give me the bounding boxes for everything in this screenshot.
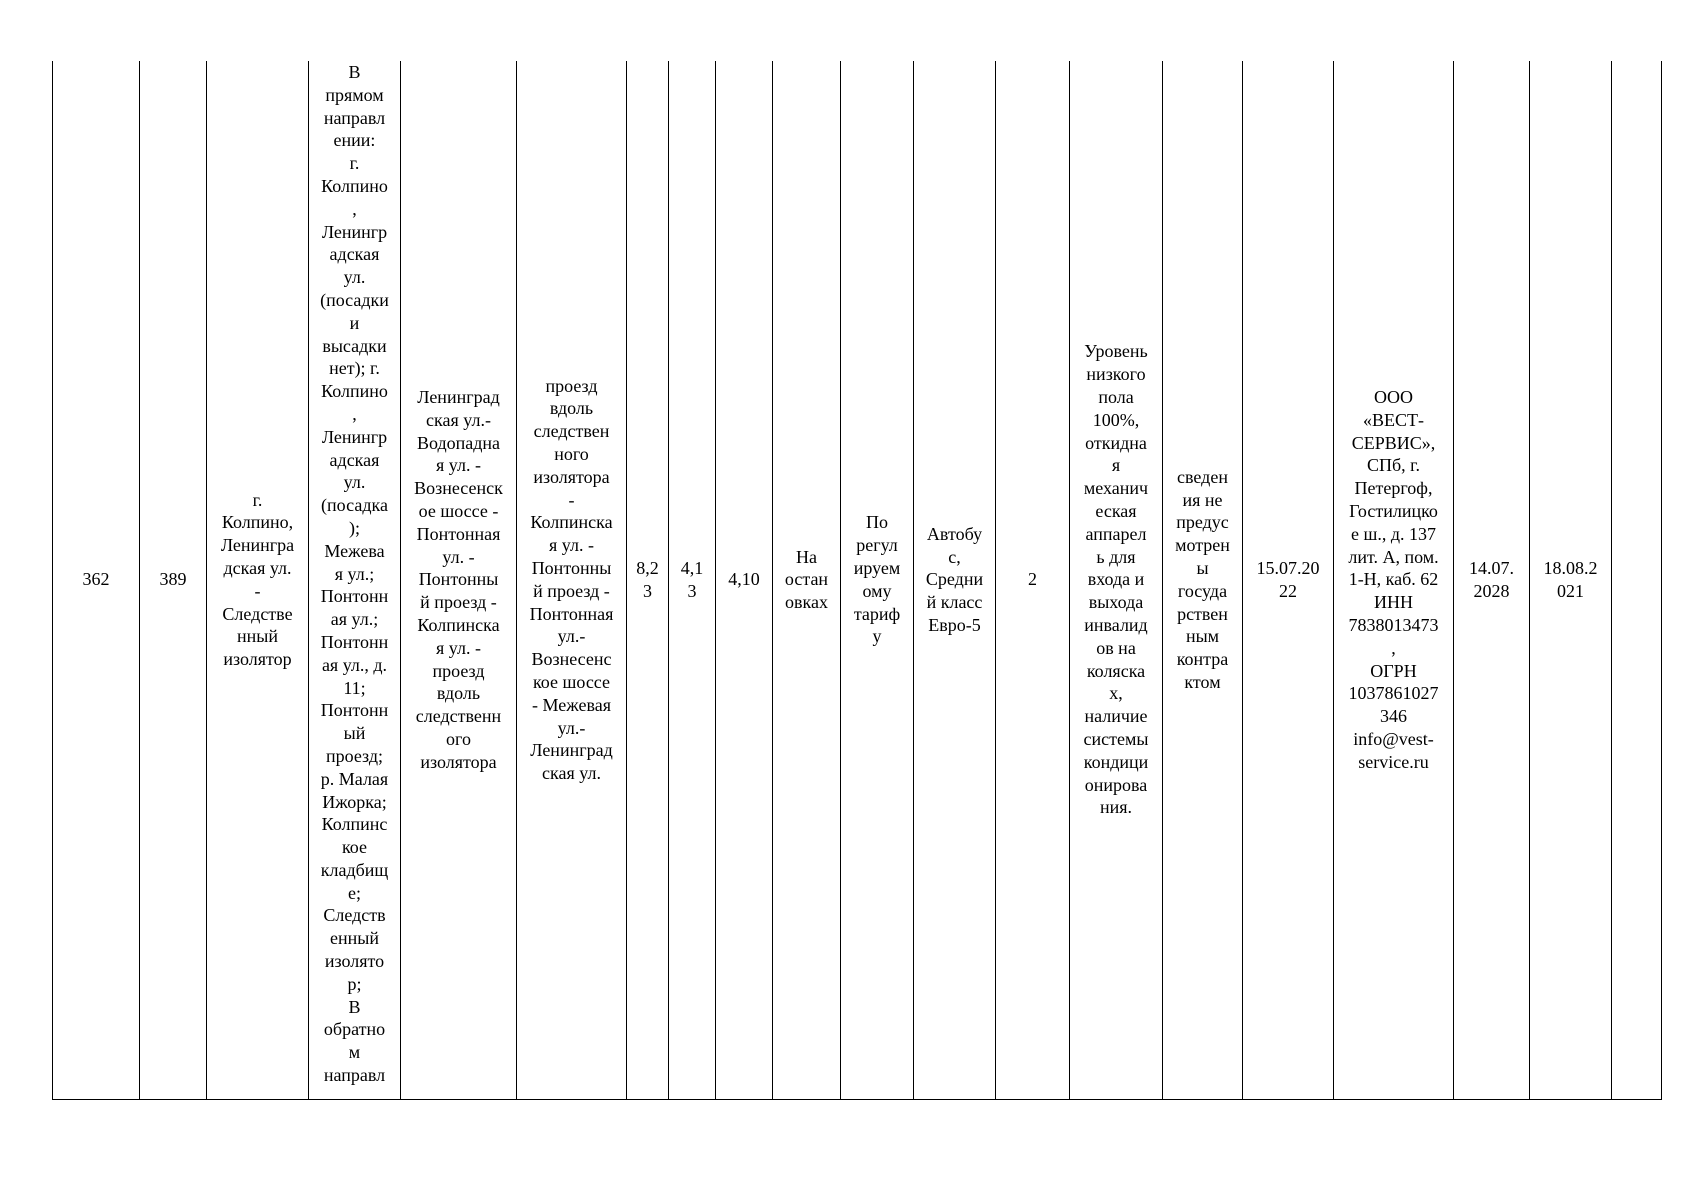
- start-date-cell: 15.07.20 22: [1243, 61, 1334, 1099]
- route-number-cell: 389: [140, 61, 207, 1099]
- table-row: [53, 61, 1662, 1099]
- length-backward-cell: 4,1 3: [669, 61, 716, 1099]
- contract-info-cell: сведен ия не предус мотрен ы госуда рствен ным контра ктом: [1163, 61, 1243, 1099]
- vehicle-count-cell: 2: [996, 61, 1070, 1099]
- route-name-cell: г. Колпино, Ленингра дская ул. - Следстве нный изолятор: [207, 61, 309, 1099]
- extra-cell: [1612, 61, 1662, 1099]
- streets-backward-cell: проезд вдоль следствен ного изолятора - Колпинска я ул. - Понтонны й проезд - Понтонная ул.- Вознесенс кое шоссе - Межевая ул.- Ленинград ская ул.: [517, 61, 627, 1099]
- boarding-procedure-cell: На остан овках: [773, 61, 841, 1099]
- streets-forward-cell: Ленинград ская ул.- Водопадна я ул. - Вознесенск ое шоссе - Понтонная ул. - Понтонны й проезд - Колпинска я ул. - проезд вдоль следственн ого изолятора: [401, 61, 517, 1099]
- length-forward-cell: 8,2 3: [627, 61, 669, 1099]
- intermediate-stops-cell: В прямом направл ении: г. Колпино , Ленингр адская ул. (посадки и высадки нет); г. Колпино , Ленингр адская ул. (посадка ); Межева я ул.; Понтонн ая ул.; Понтонн ая ул., д. 11; Понтонн ый проезд; р. Малая Ижорка; Колпинс кое кладбищ е; Следств енный изолято р; В обратно м направл: [309, 61, 401, 1099]
- vehicle-characteristics-cell: Уровень низкого пола 100%, откидна я механич еская аппарел ь для входа и выхода инвалид ов на коляска х, наличие системы кондици онирова ния.: [1070, 61, 1163, 1099]
- route-register-table: [52, 61, 1662, 1100]
- established-date-cell: 18.08.2 021: [1530, 61, 1612, 1099]
- length-total-cell: 4,10: [716, 61, 773, 1099]
- operator-cell: ООО «ВЕСТ- СЕРВИС», СПб, г. Петергоф, Гостилицко е ш., д. 137 лит. А, пом. 1-Н, каб. 62 ИНН 7838013473 , ОГРН 1037861027 346 info@vest- service.ru: [1334, 61, 1454, 1099]
- end-date-cell: 14.07. 2028: [1454, 61, 1530, 1099]
- vehicle-type-cell: Автобу с, Средни й класс Евро-5: [914, 61, 996, 1099]
- tariff-type-cell: По регул ируем ому тариф у: [841, 61, 914, 1099]
- reg-number-cell: 362: [53, 61, 140, 1099]
